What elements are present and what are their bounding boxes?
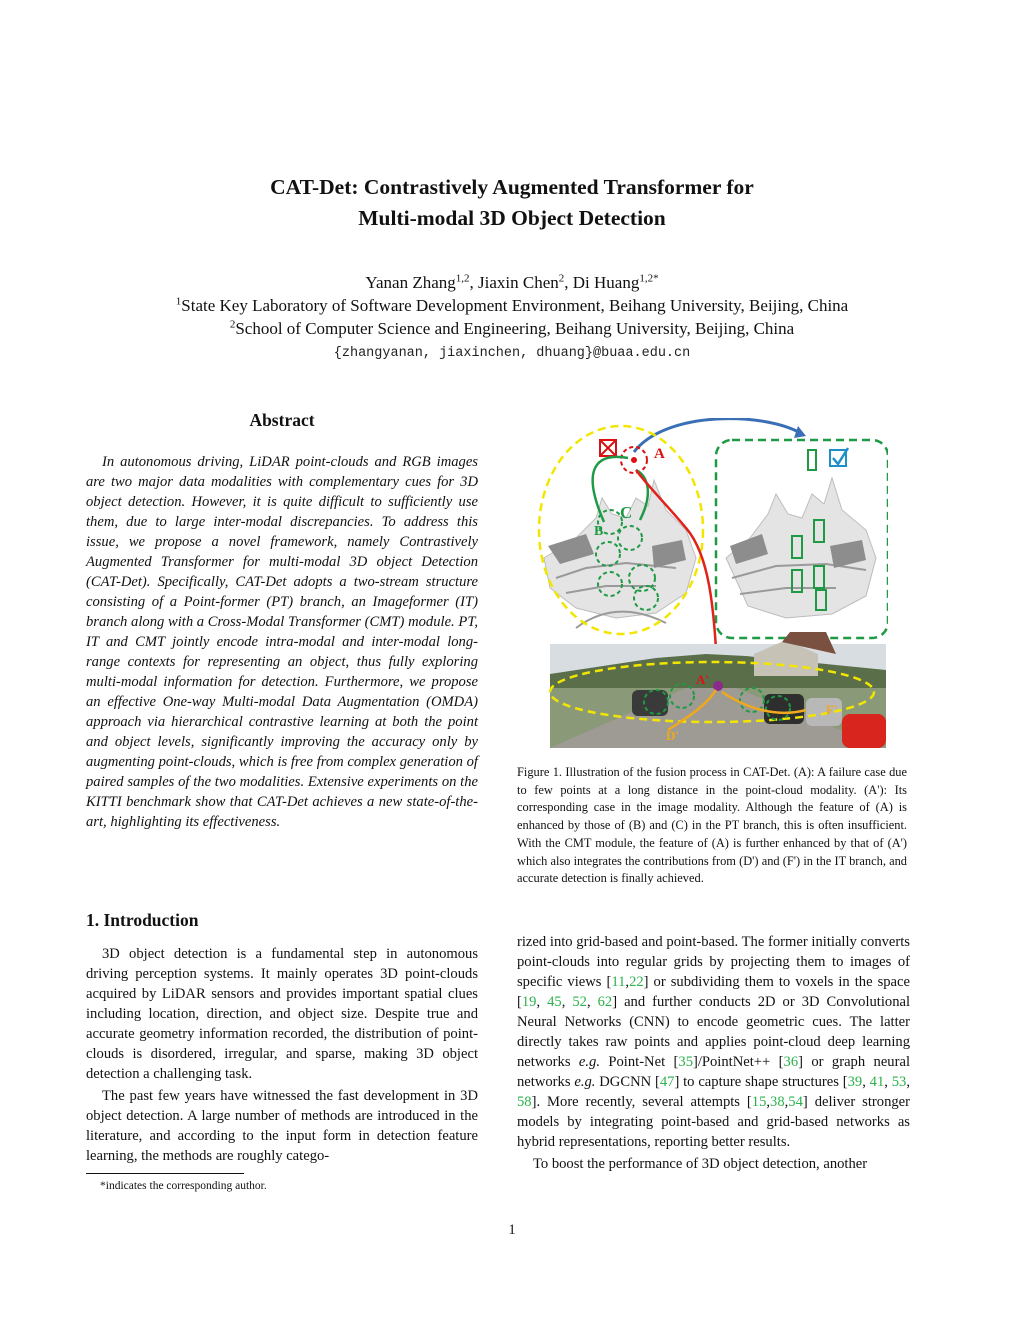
- right-column-text: [517, 932, 910, 1174]
- citation-link[interactable]: 47: [659, 1074, 675, 1090]
- text-run: ] to capture shape structures [: [674, 1074, 848, 1090]
- footnote-divider: [86, 1173, 244, 1174]
- figure-1-caption: Figure 1. Illustration of the fusion process in CAT-Det. (A): A failure case due to few points at a long distance in the point-cloud modality. (A'): Its corresponding case in the image modality. Although the feature of (A) is enhanced by those of (B) and (C) in the PT branch, this is often insufficient. With the CMT module, the feature of (A) is further enhanced by that of (A') which also integrates the contributions from (D') and (F') in the IT branch, and accurate detection is finally achieved.: [517, 765, 907, 886]
- failure-x-icon: [600, 440, 616, 456]
- intro-paragraph-1: 3D object detection is a fundamental step in autonomous driving perception systems. It mainly operates 3D point-clouds acquired by LiDAR sensors and provides important spatial clues including location, direction, and object size. Despite true and accurate geometry information recorded, the distribution of point-clouds is disordered, irregular, and sparse, making 3D object detection a challenging task.: [86, 946, 478, 1082]
- text-run: ] and further conducts 2D or 3D Convolutional Neural Networks (CNN) to encode geometric cues. The latter directly takes raw points and applies point-cloud deep learning networks: [517, 994, 911, 1070]
- citation-link[interactable]: 11: [611, 974, 626, 990]
- label-A-prime: A': [696, 672, 709, 687]
- affiliation-sup: 1: [175, 295, 182, 308]
- right-paragraph-2: To boost the performance of 3D object detection, another: [533, 1156, 868, 1172]
- title-line-1: CAT-Det: Contrastively Augmented Transformer for: [270, 175, 754, 199]
- citation-link[interactable]: 58: [517, 1094, 532, 1110]
- object-A-point: [631, 457, 637, 463]
- citation-link[interactable]: 39: [847, 1074, 863, 1090]
- text-run: DGCNN [: [595, 1074, 660, 1090]
- text-run: ] or graph neural networks: [517, 1054, 910, 1090]
- author-name: , Jiaxin Chen: [469, 273, 559, 292]
- text-run: ]. More recently, several attempts [: [531, 1094, 752, 1110]
- author-affil-sup: 2: [558, 272, 565, 285]
- label-D-prime: D': [666, 728, 679, 743]
- abstract-heading: Abstract: [249, 410, 315, 430]
- author-affil-sup: 1,2*: [639, 272, 659, 285]
- citation-link[interactable]: 53: [891, 1074, 907, 1090]
- citation-link[interactable]: 22: [629, 974, 644, 990]
- paper-title: [0, 172, 1024, 234]
- title-line-2: Multi-modal 3D Object Detection: [358, 206, 666, 230]
- text-run: ]/PointNet++ [: [692, 1054, 784, 1070]
- citation-link[interactable]: 41: [869, 1074, 885, 1090]
- citation-link[interactable]: 36: [783, 1054, 799, 1070]
- label-A: A: [654, 446, 665, 462]
- object-A-prime-point: [713, 681, 723, 691]
- label-B: B: [594, 524, 604, 539]
- text-run: ] or subdividing them to voxels in the space [: [517, 974, 910, 1010]
- author-name: Yanan Zhang: [365, 273, 456, 292]
- abstract-text: [86, 452, 478, 832]
- citation-link[interactable]: 62: [597, 994, 613, 1010]
- affiliation-text: State Key Laboratory of Software Development Environment, Beihang University, Beijing, China: [181, 296, 849, 315]
- intro-paragraph-2: The past few years have witnessed the fast development in 3D object detection. A large number of methods are introduced in the literature, and according to the input form in detection feature learning, the methods are roughly catego-: [86, 1088, 478, 1164]
- figure-1-illustration: [536, 418, 888, 754]
- section-heading-introduction: 1. Introduction: [86, 910, 199, 930]
- text-run: rized into grid-based and point-based. The former initially converts point-clouds into regular grids by projecting them to images of specific views [: [517, 934, 910, 990]
- right-paragraph-1: rized into grid-based and point-based. The former initially converts point-clouds into regular grids by projecting them to images of specific views [11,22] or subdividing them to voxels in the space [19, 45, 52, 62] and further conducts 2D or 3D Convolutional Neural Networks (CNN) to encode geometric cues. The latter directly takes raw points and applies point-cloud deep learning networks e.g. Point-Net [35]/PointNet++ [36] or graph neural networks e.g. DGCNN [47] to capture shape structures [39, 41, 53, 58]. More recently, several attempts [15,38,54] deliver stronger models by integrating point-based and grid-based networks as hybrid representations, reporting better results.: [517, 934, 911, 1150]
- label-F-prime: F': [826, 702, 838, 717]
- citation-link[interactable]: 54: [788, 1094, 803, 1110]
- author-name: , Di Huang: [564, 273, 640, 292]
- text-run: e.g.: [574, 1074, 596, 1090]
- text-run: ] deliver stronger models by integrating point-based and grid-based networks as hybrid representations, reporting better results.: [517, 1094, 910, 1150]
- affiliation-2: [0, 318, 1024, 340]
- author-emails: {zhangyanan, jiaxinchen, dhuang}@buaa.edu.cn: [333, 346, 691, 361]
- author-list: [0, 272, 1024, 294]
- label-C: C: [620, 503, 633, 522]
- author-affil-sup: 1,2: [455, 272, 470, 285]
- intro-text: [86, 944, 478, 1166]
- citation-link[interactable]: 38: [770, 1094, 785, 1110]
- text-run: Point-Net [: [599, 1054, 679, 1070]
- citation-link[interactable]: 15: [751, 1094, 767, 1110]
- affiliation-text: School of Computer Science and Engineering, Beihang University, Beijing, China: [235, 319, 795, 338]
- page-number: 1: [508, 1222, 516, 1238]
- abstract-paragraph: In autonomous driving, LiDAR point-clouds and RGB images are two major data modalities with complementary cues for 3D object detection. However, it is quite difficult to sufficiently use them, due to large inter-modal discrepancies. To address this issue, we propose a novel framework, namely Contrastively Augmented Transformer for multi-modal 3D object Detection (CAT-Det). Specifically, CAT-Det adopts a two-stream structure consisting of a Point-former (PT) branch, an Imageformer (IT) branch along with a Cross-Modal Transformer (CMT) module. PT, IT and CMT jointly encode intra-modal and inter-modal long-range contexts for representing an object, thus fully exploring multi-modal information for detection. Furthermore, we propose an effective One-way Multi-modal Data Augmentation (OMDA) approach via hierarchical contrastive learning at both the point and object levels, significantly improving the accuracy only by augmenting point-clouds, which is free from complex generation of paired samples of the two modalities. Extensive experiments on the KITTI benchmark show that CAT-Det achieves a new state-of-the-art, highlighting its effectiveness.: [86, 454, 478, 830]
- citation-link[interactable]: 35: [678, 1054, 693, 1070]
- text-run: e.g.: [578, 1054, 600, 1070]
- affiliation-sup: 2: [229, 318, 236, 331]
- citation-link[interactable]: 19: [521, 994, 537, 1010]
- figure-1: [536, 418, 888, 754]
- footnote: *indicates the corresponding author.: [100, 1180, 267, 1192]
- citation-link[interactable]: 45: [547, 994, 562, 1010]
- affiliation-1: [0, 295, 1024, 317]
- citation-link[interactable]: 52: [572, 994, 587, 1010]
